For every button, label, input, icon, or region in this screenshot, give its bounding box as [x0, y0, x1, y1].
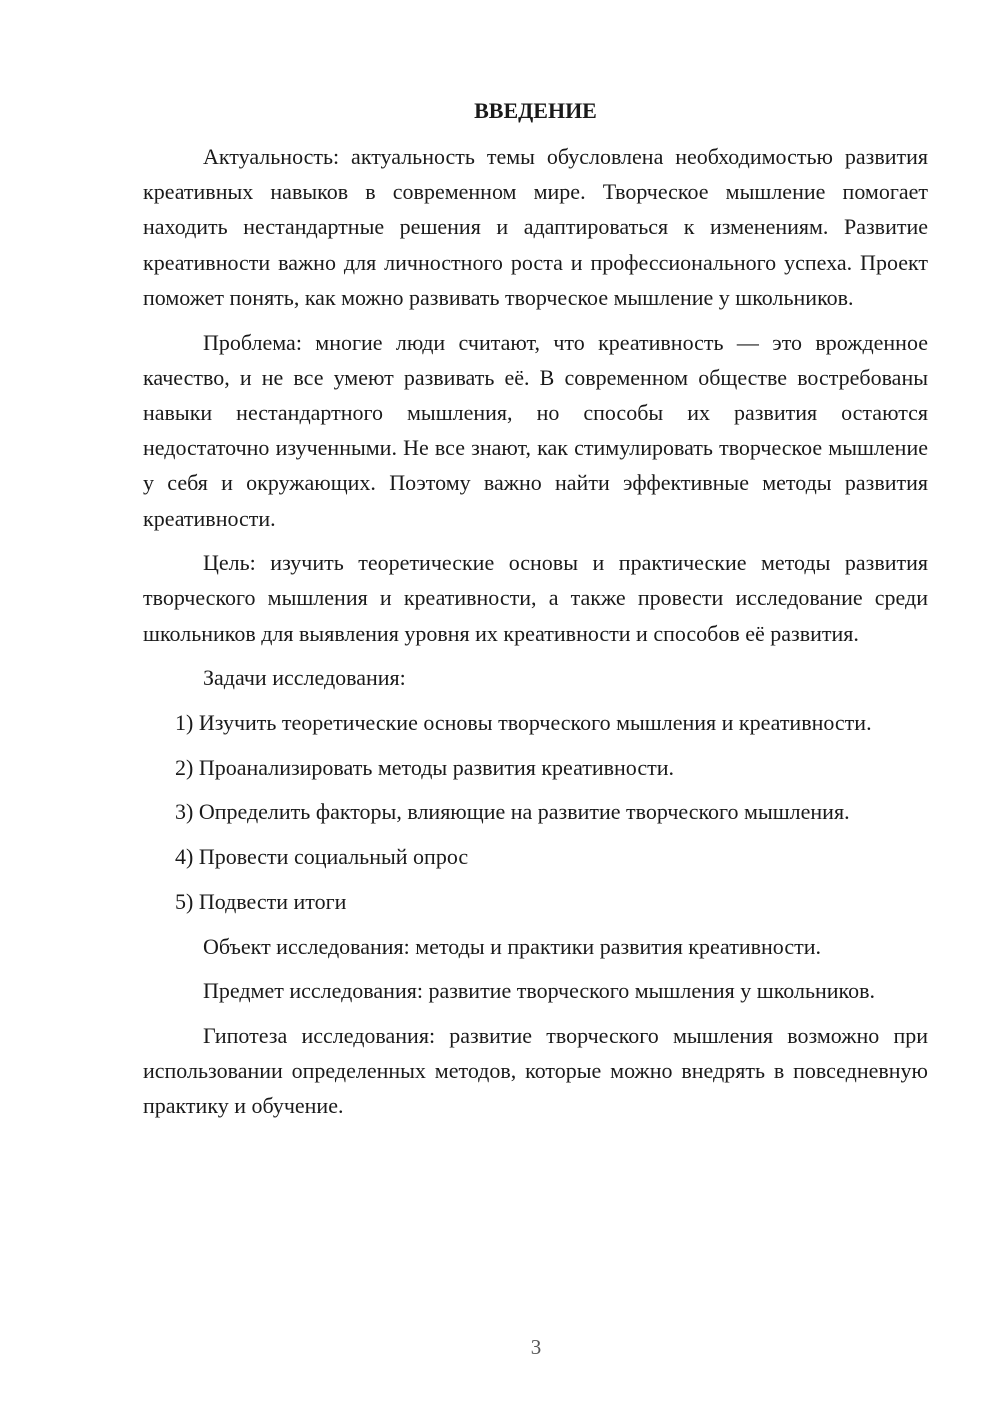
- document-body: [143, 96, 928, 1133]
- paragraph-hypothesis: Гипотеза исследования: развитие творческого мышления возможно при использовании определенных методов, которые можно внедрять в повседневную практику и обучение.: [143, 1022, 928, 1119]
- paragraph-object: Объект исследования: методы и практики развития креативности.: [203, 933, 821, 959]
- task-item-5: 5) Подвести итоги: [175, 888, 347, 914]
- task-item-2: 2) Проанализировать методы развития креативности.: [175, 754, 675, 780]
- page-number: 3: [530, 1335, 542, 1359]
- paragraph-subject: Предмет исследования: развитие творческого мышления у школьников.: [203, 978, 875, 1004]
- task-item-4: 4) Провести социальный опрос: [175, 844, 469, 870]
- tasks-heading: Задачи исследования:: [203, 665, 406, 691]
- paragraph-problem: Проблема: многие люди считают, что креативность — это врожденное качество, и не все умеют развивать её. В современном обществе востребованы навыки нестандартного мышления, но способы их развития остаются недостаточно изученными. Не все знают, как стимулировать творческое мышление у себя и окружающих. Поэтому важно найти эффективные методы развития креативности.: [143, 329, 928, 531]
- section-title: ВВЕДЕНИЕ: [474, 98, 597, 123]
- task-item-3: 3) Определить факторы, влияющие на развитие творческого мышления.: [175, 799, 850, 825]
- paragraph-goal: Цель: изучить теоретические основы и практические методы развития творческого мышления и креативности, а также провести исследование среди школьников для выявления уровня их креативности и способов её развития.: [143, 550, 928, 646]
- task-item-1: 1) Изучить теоретические основы творческого мышления и креативности.: [175, 710, 872, 736]
- paragraph-relevance: Актуальность: актуальность темы обусловлена необходимостью развития креативных навыков в современном мире. Творческое мышление помогает находить нестандартные решения и адаптироваться к изменениям. Развитие креативности важно для личностного роста и профессионального успеха. Проект поможет понять, как можно развивать творческое мышление у школьников.: [143, 144, 928, 310]
